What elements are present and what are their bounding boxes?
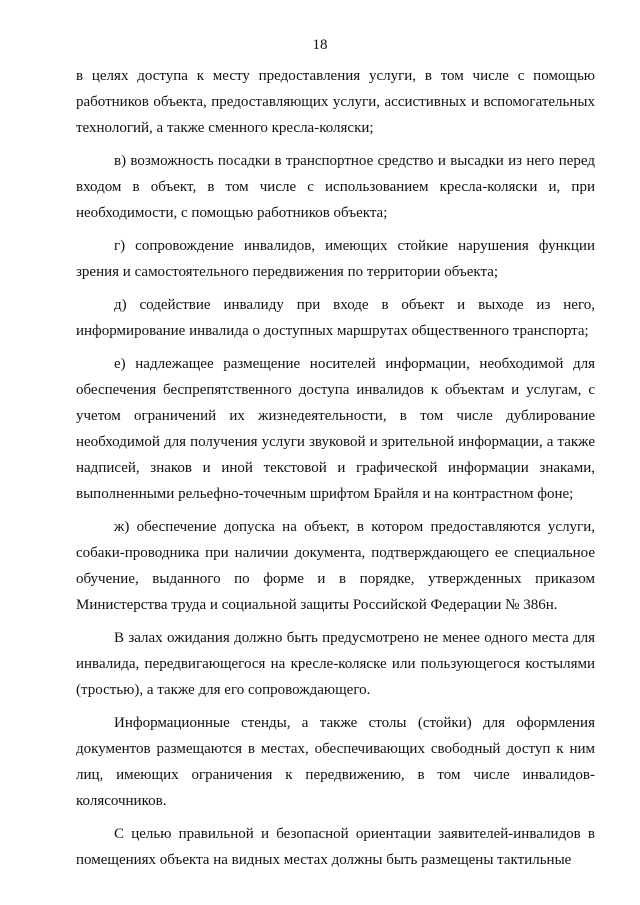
body-text: [76, 63, 595, 873]
page-number: 18: [312, 37, 328, 53]
paragraph-item-d-entry-assistance: д) содействие инвалиду при входе в объект и выходе из него, информирование инвалида о доступных маршрутах общественного транспорта;: [76, 297, 595, 339]
paragraph-waiting-hall: В залах ожидания должно быть предусмотрено не менее одного места для инвалида, передвигающегося на кресле-коляске или пользующегося костылями (тростью), а также для его сопровождающего.: [76, 630, 595, 698]
paragraph-item-g-escort: г) сопровождение инвалидов, имеющих стойкие нарушения функции зрения и самостоятельного передвижения по территории объекта;: [76, 238, 595, 280]
paragraph-continued-assistive-tech: в целях доступа к месту предоставления услуги, в том числе с помощью работников объекта, предоставляющих услуги, ассистивных и вспомогательных технологий, а также сменного кресла-коляски;: [76, 68, 595, 136]
paragraph-item-v-transport-boarding: в) возможность посадки в транспортное средство и высадки из него перед входом в объект, в том числе с использованием кресла-коляски и, при необходимости, с помощью работников объекта;: [76, 153, 595, 221]
paragraph-item-e-information-placement: е) надлежащее размещение носителей информации, необходимой для обеспечения беспрепятственного доступа инвалидов к объектам и услугам, с учетом ограничений их жизнедеятельности, в том числе дублирование необходимой для получения услуги звуковой и зрительной информации, а также надписей, знаков и иной текстовой и графической информации знаками, выполненными рельефно-точечным шрифтом Брайля и на контрастном фоне;: [76, 356, 595, 502]
paragraph-information-stands: Информационные стенды, а также столы (стойки) для оформления документов размещаются в местах, обеспечивающих свободный доступ к ним лиц, имеющих ограничения к передвижению, в том числе инвалидов-колясочников.: [76, 715, 595, 809]
paragraph-orientation: С целью правильной и безопасной ориентации заявителей-инвалидов в помещениях объекта на видных местах должны быть размещены тактильные: [76, 826, 595, 868]
paragraph-item-zh-guide-dog: ж) обеспечение допуска на объект, в котором предоставляются услуги, собаки-проводника при наличии документа, подтверждающего ее специальное обучение, выданного по форме и в порядке, утвержденных приказом Министерства труда и социальной защиты Российской Федерации № 386н.: [76, 519, 595, 613]
